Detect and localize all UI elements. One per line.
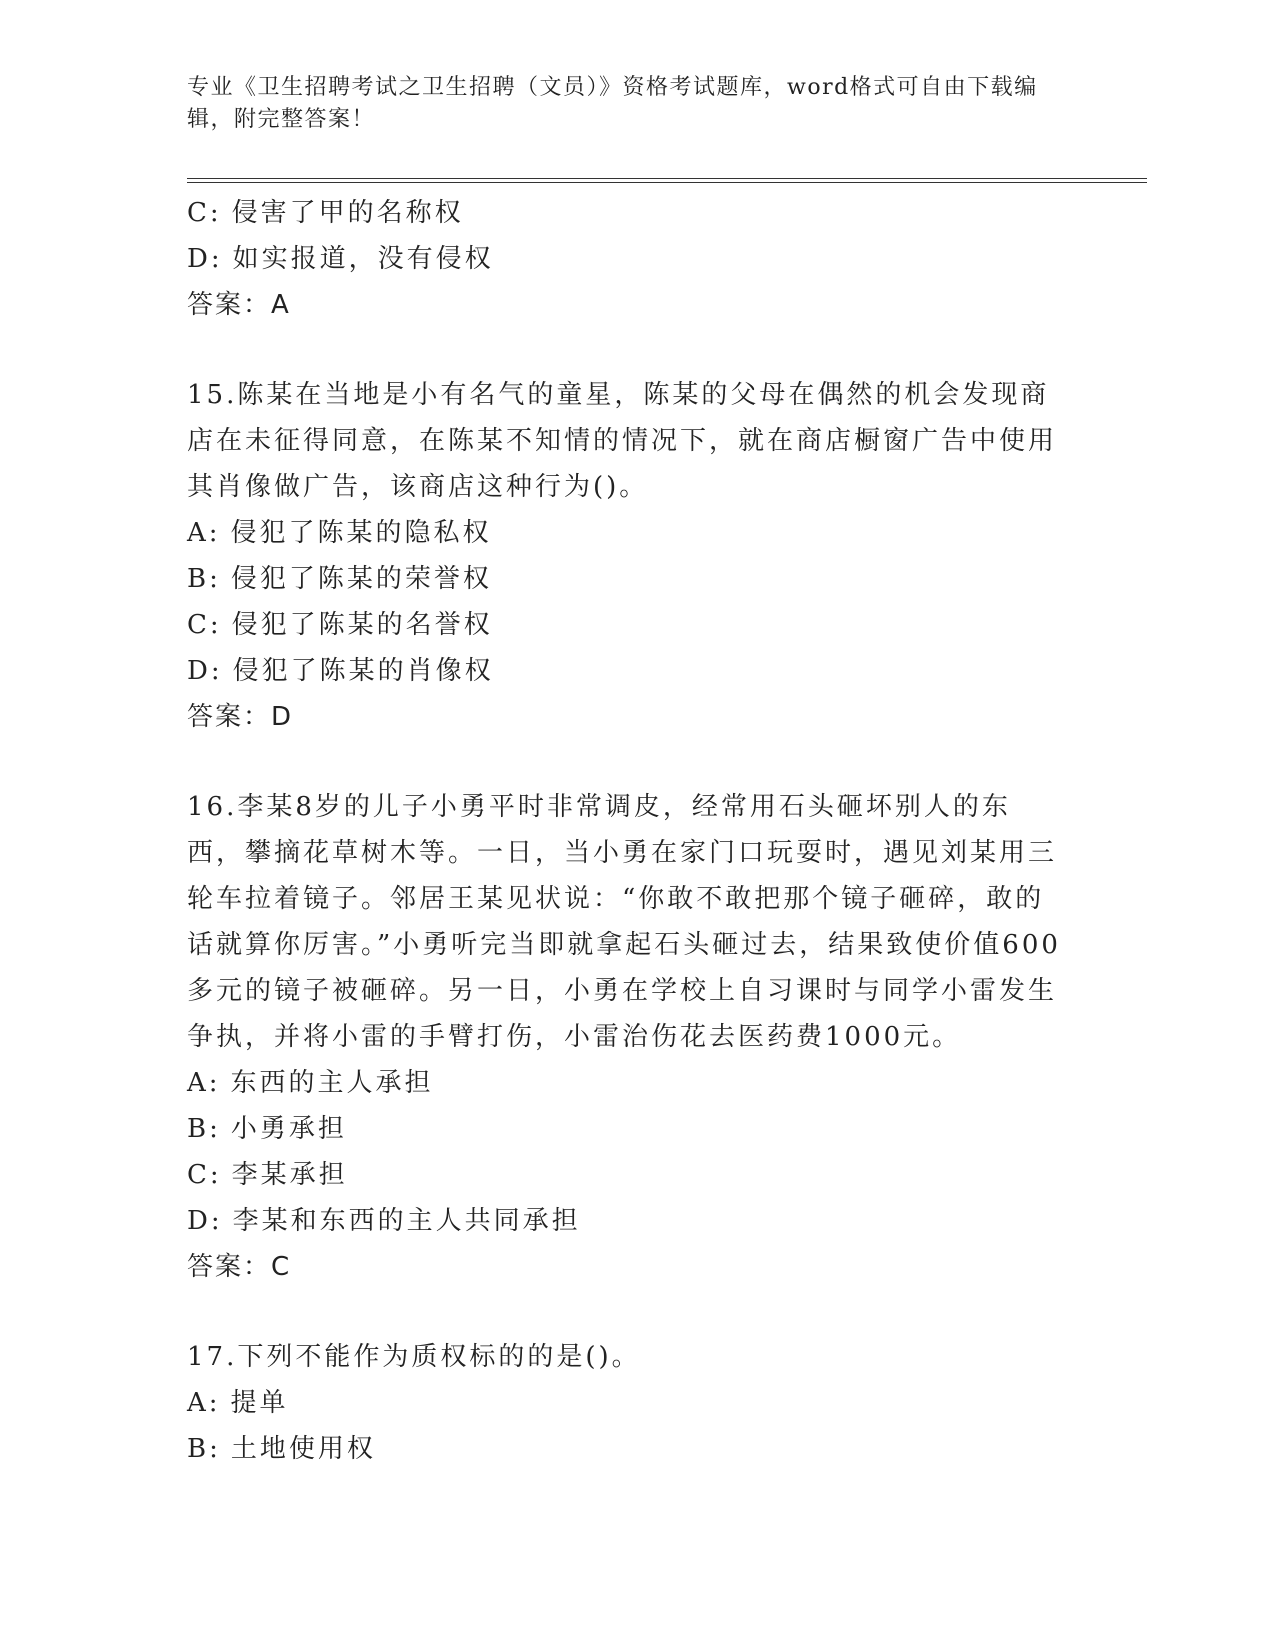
option-b: B: 侵犯了陈某的荣誉权 bbox=[187, 564, 492, 594]
option-a: A: 东西的主人承担 bbox=[187, 1068, 434, 1098]
option-d: D: 李某和东西的主人共同承担 bbox=[187, 1206, 581, 1236]
question-14-tail bbox=[187, 190, 1087, 328]
option-b: B: 土地使用权 bbox=[187, 1434, 376, 1464]
question-text: 17.下列不能作为质权标的的是()。 bbox=[187, 1342, 641, 1372]
question-15 bbox=[187, 372, 1087, 740]
option-c: C: 侵犯了陈某的名誉权 bbox=[187, 610, 493, 640]
option-b: B: 小勇承担 bbox=[187, 1114, 347, 1144]
option-c: C: 李某承担 bbox=[187, 1160, 348, 1190]
option-d: D: 侵犯了陈某的肖像权 bbox=[187, 656, 494, 686]
answer-line: 答案：C bbox=[187, 1252, 292, 1282]
question-16 bbox=[187, 784, 1087, 1290]
option-a: A: 提单 bbox=[187, 1388, 289, 1418]
question-text: 16.李某8岁的儿子小勇平时非常调皮，经常用石头砸坏别人的东西，攀摘花草树木等。一日，当小勇在家门口玩耍时，遇见刘某用三轮车拉着镜子。邻居王某见状说：“你敢不敢把那个镜子砸碎，敢的话就算你厉害。”小勇听完当即就拿起石头砸过去，结果致使价值600多元的镜子被砸碎。另一日，小勇在学校上自习课时与同学小雷发生争执，并将小雷的手臂打伤，小雷治伤花去医药费1000元。 bbox=[187, 792, 1061, 1052]
question-content bbox=[187, 190, 1087, 1472]
option-a: A: 侵犯了陈某的隐私权 bbox=[187, 518, 492, 548]
question-text: 15.陈某在当地是小有名气的童星，陈某的父母在偶然的机会发现商店在未征得同意，在陈某不知情的情况下，就在商店橱窗广告中使用其肖像做广告，该商店这种行为()。 bbox=[187, 380, 1058, 502]
question-17 bbox=[187, 1334, 1087, 1472]
answer-line: 答案：A bbox=[187, 290, 291, 320]
option-d: D: 如实报道，没有侵权 bbox=[187, 244, 494, 274]
header-divider bbox=[187, 178, 1147, 183]
document-header: 专业《卫生招聘考试之卫生招聘（文员）》资格考试题库，word格式可自由下载编辑，附完整答案！ bbox=[187, 75, 1038, 132]
option-c: C: 侵害了甲的名称权 bbox=[187, 198, 464, 228]
answer-line: 答案：D bbox=[187, 702, 294, 732]
